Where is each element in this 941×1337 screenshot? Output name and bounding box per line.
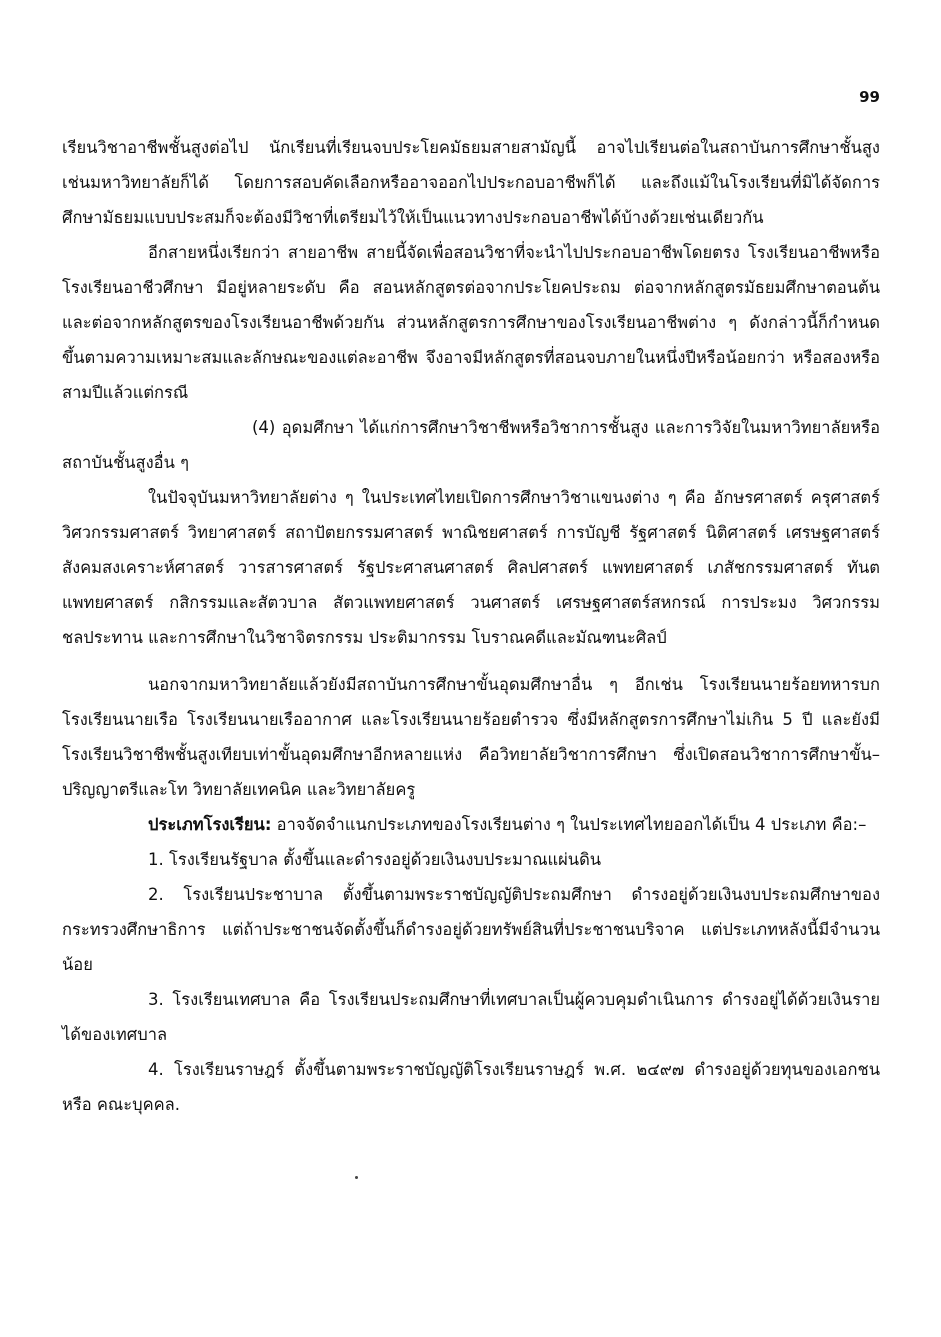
school-types-intro-text: อาจจัดจำแนกประเภทของโรงเรียนต่าง ๆ ในประเทศไทยออกได้เป็น 4 ประเภท คือ:– [271,815,867,834]
list-item-number: 3. [148,990,164,1009]
paragraph-higher-education: (4) อุดมศึกษา ได้แก่การศึกษาวิชาชีพหรือวิชาการชั้นสูง และการวิจัยในมหาวิทยาลัยหรือสถาบันชั้นสูงอื่น ๆ [62,418,880,472]
school-types-heading: ประเภทโรงเรียน: [148,815,272,834]
list-item-school-type [62,982,880,1052]
list-item-text: โรงเรียนประชาบาล ตั้งขึ้นตามพระราชบัญญัติประถมศึกษา ดำรงอยู่ด้วยเงินงบประถมศึกษาของกระทรวงศึกษาธิการ แต่ถ้าประชาชนจัดตั้งขึ้นก็ดำรงอยู่ด้วยทรัพย์สินที่ประชาชนบริจาค แต่ประเภทหลังนี้มีจำนวนน้อย [62,885,880,974]
paragraph-university-fields: ในปัจจุบันมหาวิทยาลัยต่าง ๆ ในประเทศไทยเปิดการศึกษาวิชาแขนงต่าง ๆ คือ อักษรศาสตร์ ครุศาสตร์ วิศวกรรมศาสตร์ วิทยาศาสตร์ สถาปัตยกรรมศาสตร์ พาณิชยศาสตร์ การบัญชี รัฐศาสตร์ นิติศาสตร์ เศรษฐศาสตร์ สังคมสงเคราะห์ศาสตร์ วารสารศาสตร์ รัฐประศาสนศาสตร์ ศิลปศาสตร์ แพทยศาสตร์ เภสัชกรรมศาสตร์ ทันตแพทยศาสตร์ กสิกรรมและสัตวบาล สัตวแพทยศาสตร์ วนศาสตร์ เศรษฐศาสตร์สหกรณ์ การประมง วิศวกรรมชลประทาน และการศึกษาในวิชาจิตรกรรม ประติมากรรม โบราณคดีและมัณฑนะศิลป์ [62,488,880,647]
list-item-text: โรงเรียนราษฎร์ ตั้งขึ้นตามพระราชบัญญัติโรงเรียนราษฎร์ พ.ศ. ๒๔๙๗ ดำรงอยู่ด้วยทุนของเอกชน หรือ คณะบุคคล. [62,1060,880,1114]
list-item-text: โรงเรียนเทศบาล คือ โรงเรียนประถมศึกษาที่เทศบาลเป็นผู้ควบคุมดำเนินการ ดำรงอยู่ได้ด้วยเงินรายได้ของเทศบาล [62,990,881,1044]
paragraph-school-types-intro [62,807,880,842]
paragraph-vocational-track: อีกสายหนึ่งเรียกว่า สายอาชีพ สายนี้จัดเพื่อสอนวิชาที่จะนำไปประกอบอาชีพโดยตรง โรงเรียนอาชีพหรือโรงเรียนอาชีวศึกษา มีอยู่หลายระดับ คือ สอนหลักสูตรต่อจากประโยคประถม ต่อจากหลักสูตรมัธยมศึกษาตอนต้น และต่อจากหลักสูตรของโรงเรียนอาชีพด้วยกัน ส่วนหลักสูตรการศึกษาของโรงเรียนอาชีพต่าง ๆ ดังกล่าวนี้ก็กำหนดขึ้นตามความเหมาะสมและลักษณะของแต่ละอาชีพ จึงอาจมีหลักสูตรที่สอนจบภายในหนึ่งปีหรือน้อยกว่า หรือสองหรือสามปีแล้วแต่กรณี [62,243,880,402]
document-body [62,130,880,1122]
list-item-number: 2. [148,885,164,904]
paragraph-continuation: เรียนวิชาอาชีพชั้นสูงต่อไป นักเรียนที่เรียนจบประโยคมัธยมสายสามัญนี้ อาจไปเรียนต่อในสถาบันการศึกษาชั้นสูง เช่นมหาวิทยาลัยก็ได้ โดยการสอบคัดเลือกหรืออาจออกไปประกอบอาชีพก็ได้ และถึงแม้ในโรงเรียนที่มิได้จัดการศึกษามัธยมแบบประสมก็จะต้องมีวิชาที่เตรียมไว้ให้เป็นแนวทางประกอบอาชีพได้บ้างด้วยเช่นเดียวกัน [62,138,880,227]
list-item-text: โรงเรียนรัฐบาล ตั้งขึ้นและดำรงอยู่ด้วยเงินงบประมาณแผ่นดิน [169,850,602,869]
paragraph-other-institutions: นอกจากมหาวิทยาลัยแล้วยังมีสถาบันการศึกษาขั้นอุดมศึกษาอื่น ๆ อีกเช่น โรงเรียนนายร้อยทหารบก โรงเรียนนายเรือ โรงเรียนนายเรืออากาศ และโรงเรียนนายร้อยตำรวจ ซึ่งมีหลักสูตรการศึกษาไม่เกิน 5 ปี และยังมีโรงเรียนวิชาชีพชั้นสูงเทียบเท่าขั้นอุดมศึกษาอีกหลายแห่ง คือวิทยาลัยวิชาการศึกษา ซึ่งเปิดสอนวิชาการศึกษาขั้น–ปริญญาตรีและโท วิทยาลัยเทคนิค และวิทยาลัยครู [62,675,880,799]
list-item-school-type [62,877,880,982]
list-item-school-type [62,1052,880,1122]
list-item-number: 1. [148,850,164,869]
scan-speck [355,1176,358,1179]
page-number: 99 [859,88,880,106]
list-item-school-type [62,842,880,877]
list-item-number: 4. [148,1060,164,1079]
